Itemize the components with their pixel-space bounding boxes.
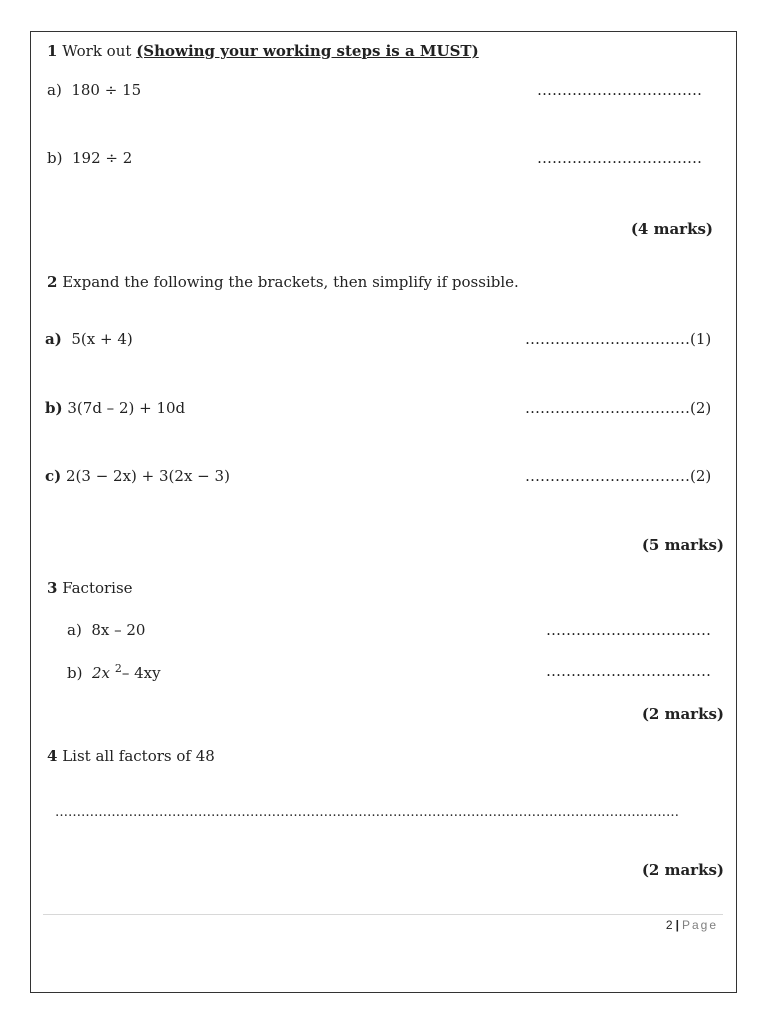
q2a-answer-line[interactable]: ……………………………(1) (525, 330, 712, 348)
question-number: 1 (47, 42, 58, 60)
question-number: 4 (47, 747, 58, 765)
item-label: b) (67, 664, 83, 682)
q1b-answer-line[interactable]: …………………………… (537, 149, 702, 167)
item-label: a) (47, 81, 62, 99)
question-prompt: Factorise (62, 579, 133, 597)
question-prompt: Work out (62, 42, 132, 60)
item-expression-base: 2x (92, 664, 111, 682)
item-label: b) (47, 149, 63, 167)
q3a-item (67, 621, 145, 639)
q3a-answer-line[interactable]: …………………………… (546, 621, 711, 639)
item-label: c) (45, 467, 62, 485)
q2b-item (45, 399, 185, 417)
item-expression: 2(3 − 2x) + 3(2x − 3) (66, 467, 230, 485)
q1-marks: (4 marks) (630, 220, 713, 238)
q1a-item (47, 81, 141, 99)
q1a-answer-line[interactable]: …………………………… (537, 81, 702, 99)
question-note: (Showing your working steps is a MUST) (136, 42, 479, 60)
footer-separator: | (675, 918, 679, 932)
page-word: Page (681, 918, 718, 932)
q1b-item (47, 149, 132, 167)
q3-marks: (2 marks) (641, 705, 724, 723)
question-prompt: Expand the following the brackets, then simplify if possible. (62, 273, 519, 291)
q2c-answer-line[interactable]: ……………………………(2) (525, 467, 712, 485)
item-label: b) (45, 399, 63, 417)
question-1-heading (47, 42, 479, 60)
page-footer (666, 918, 718, 932)
question-prompt: List all factors of 48 (62, 747, 215, 765)
q2a-item (45, 330, 133, 348)
item-expression-exponent: 2 (114, 662, 122, 675)
item-label: a) (45, 330, 62, 348)
item-expression: 5(x + 4) (71, 330, 133, 348)
q2c-item (45, 467, 230, 485)
q4-marks: (2 marks) (641, 861, 724, 879)
item-expression-rest: – 4xy (121, 664, 161, 682)
item-expression: 192 ÷ 2 (72, 149, 133, 167)
question-3-heading (47, 579, 133, 597)
question-number: 3 (47, 579, 58, 597)
item-expression: 8x – 20 (91, 621, 146, 639)
item-label: a) (67, 621, 82, 639)
question-4-heading (47, 747, 215, 765)
item-expression: 180 ÷ 15 (71, 81, 142, 99)
q3b-item (67, 662, 161, 682)
page-number: 2 (665, 918, 673, 932)
page-border (30, 31, 737, 993)
item-expression: 3(7d – 2) + 10d (67, 399, 186, 417)
footer-divider (43, 914, 723, 915)
q4-answer-line[interactable]: ……………………………………………………………………………………………………………………………… (55, 805, 679, 820)
q3b-answer-line[interactable]: …………………………… (546, 662, 711, 680)
question-number: 2 (47, 273, 58, 291)
q2-marks: (5 marks) (641, 536, 724, 554)
question-2-heading (47, 273, 519, 291)
q2b-answer-line[interactable]: ……………………………(2) (525, 399, 712, 417)
